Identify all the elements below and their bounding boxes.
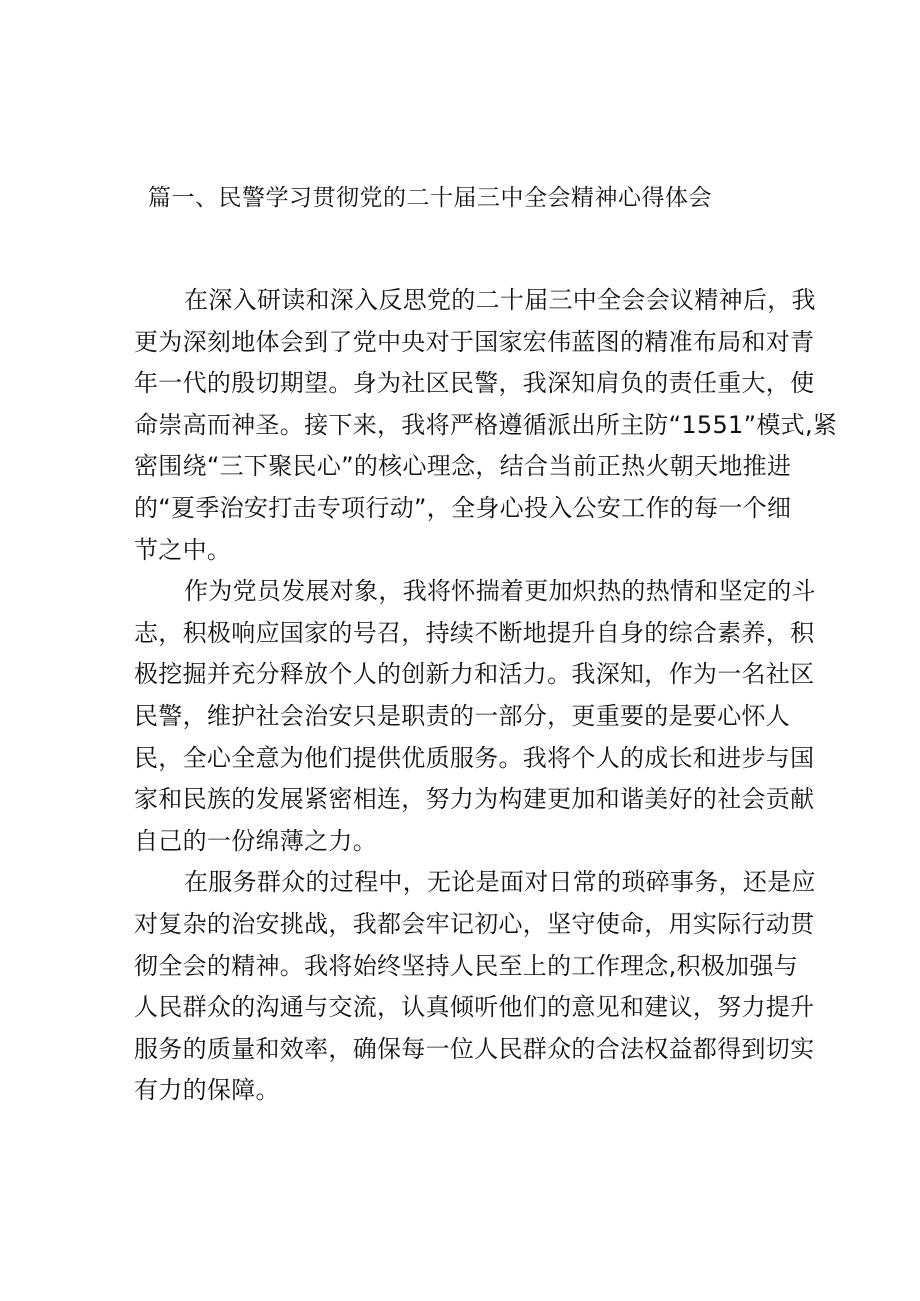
paragraph-line: 家和民族的发展紧密相连，努力为构建更加和谐美好的社会贡献 bbox=[134, 785, 815, 814]
paragraph-line: 命崇高而神圣。接下来，我将严格遵循派出所主防“1551”模式,紧 bbox=[134, 410, 838, 439]
paragraph-line: 节之中。 bbox=[134, 535, 232, 564]
paragraph-line: 密围绕“三下聚民心”的核心理念，结合当前正热火朝天地推进 bbox=[134, 452, 792, 481]
paragraph-line: 民警，维护社会治安只是职责的一部分，更重要的是要心怀人 bbox=[134, 701, 791, 730]
paragraph-line: 极挖掘并充分释放个人的创新力和活力。我深知，作为一名社区 bbox=[134, 660, 815, 689]
document-title: 篇一、民警学习贯彻党的二十届三中全会精神心得体会 bbox=[148, 185, 712, 211]
paragraph-line: 更为深刻地体会到了党中央对于国家宏伟蓝图的精准布局和对青 bbox=[134, 327, 815, 356]
paragraph-line: 人民群众的沟通与交流，认真倾听他们的意见和建议，努力提升 bbox=[134, 993, 815, 1022]
paragraph-line: 彻全会的精神。我将始终坚持人民至上的工作理念,积极加强与 bbox=[134, 951, 799, 980]
paragraph-3 bbox=[134, 862, 816, 1112]
document-body bbox=[134, 280, 838, 1112]
paragraph-line: 服务的质量和效率，确保每一位人民群众的合法权益都得到切实 bbox=[134, 1034, 815, 1063]
paragraph-line: 的“夏季治安打击专项行动”，全身心投入公安工作的每一个细 bbox=[134, 493, 792, 522]
paragraph-line: 自己的一份绵薄之力。 bbox=[134, 826, 377, 855]
paragraph-line: 民，全心全意为他们提供优质服务。我将个人的成长和进步与国 bbox=[134, 743, 815, 772]
paragraph-line: 对复杂的治安挑战，我都会牢记初心，坚守使命，用实际行动贯 bbox=[134, 909, 815, 938]
paragraph-1 bbox=[134, 280, 838, 571]
paragraph-line: 在深入研读和深入反思党的二十届三中全会会议精神后，我 bbox=[184, 286, 816, 314]
paragraph-line: 有力的保障。 bbox=[134, 1076, 280, 1105]
paragraph-line: 年一代的殷切期望。身为社区民警，我深知肩负的责任重大，使 bbox=[134, 369, 815, 398]
paragraph-line: 在服务群众的过程中，无论是面对日常的琐碎事务，还是应 bbox=[184, 868, 816, 897]
paragraph-line: 志，积极响应国家的号召，持续不断地提升自身的综合素养，积 bbox=[134, 618, 815, 647]
paragraph-2 bbox=[134, 571, 816, 862]
paragraph-line: 作为党员发展对象，我将怀揣着更加炽热的热情和坚定的斗 bbox=[184, 577, 816, 606]
